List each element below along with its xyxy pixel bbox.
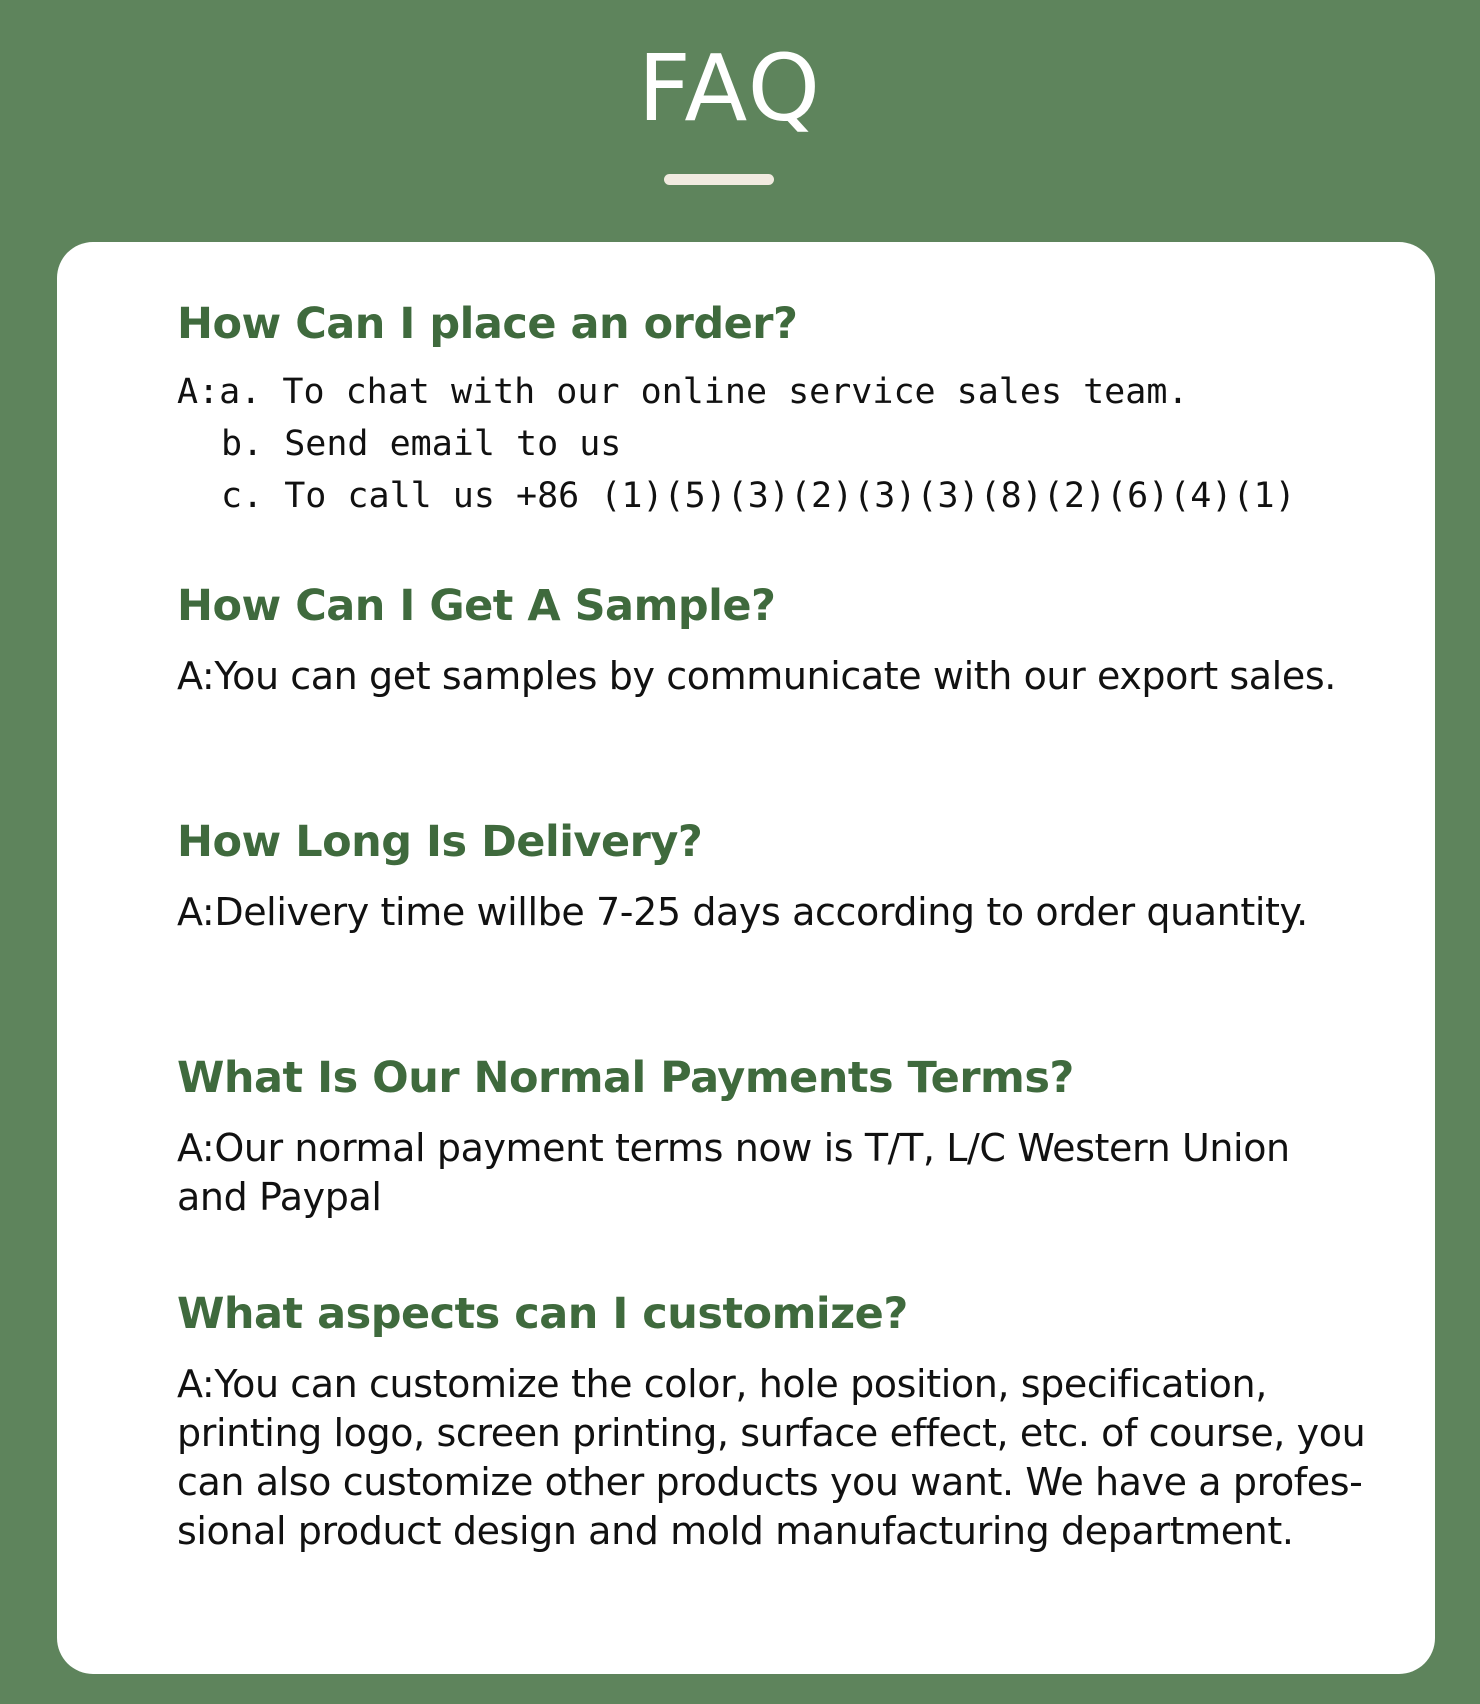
faq-answer-options bbox=[177, 366, 1367, 522]
faq-card bbox=[57, 242, 1435, 1674]
faq-answer-option bbox=[177, 366, 1367, 418]
faq-question: How Can I place an order? bbox=[177, 299, 798, 349]
answer-prefix: A: bbox=[177, 371, 220, 412]
option-c: c. To call us +86 (1)(5)(3)(2)(3)(3)(8)(2)(6)(4)(1) bbox=[221, 475, 1296, 516]
faq-question: How Long Is Delivery? bbox=[177, 817, 703, 867]
option-a: a. To chat with our online service sales team. bbox=[219, 371, 1189, 412]
faq-answer: A:You can customize the color, hole position, specification, printing logo, screen printing, surface effect, etc. of course, you can also customize other products you want. We have a profes-sional product design and mold manufacturing department. bbox=[177, 1361, 1366, 1553]
faq-question: What aspects can I customize? bbox=[177, 1289, 908, 1339]
faq-answer: A:Delivery time willbe 7-25 days according to order quantity. bbox=[177, 889, 1308, 934]
faq-item-delivery bbox=[177, 816, 1367, 937]
faq-answer: A:You can get samples by communicate with our export sales. bbox=[177, 653, 1336, 698]
option-b: b. Send email to us bbox=[221, 423, 622, 464]
title-underline bbox=[664, 174, 774, 185]
faq-item-payment bbox=[177, 1052, 1367, 1222]
faq-answer: A:Our normal payment terms now is T/T, L/C Western Union and Paypal bbox=[177, 1125, 1290, 1219]
faq-item-sample bbox=[177, 580, 1367, 701]
faq-question: How Can I Get A Sample? bbox=[177, 581, 776, 631]
faq-question: What Is Our Normal Payments Terms? bbox=[177, 1053, 1074, 1103]
page-title: FAQ bbox=[637, 35, 823, 142]
faq-item-customize bbox=[177, 1288, 1367, 1556]
faq-item-order bbox=[177, 298, 1367, 522]
